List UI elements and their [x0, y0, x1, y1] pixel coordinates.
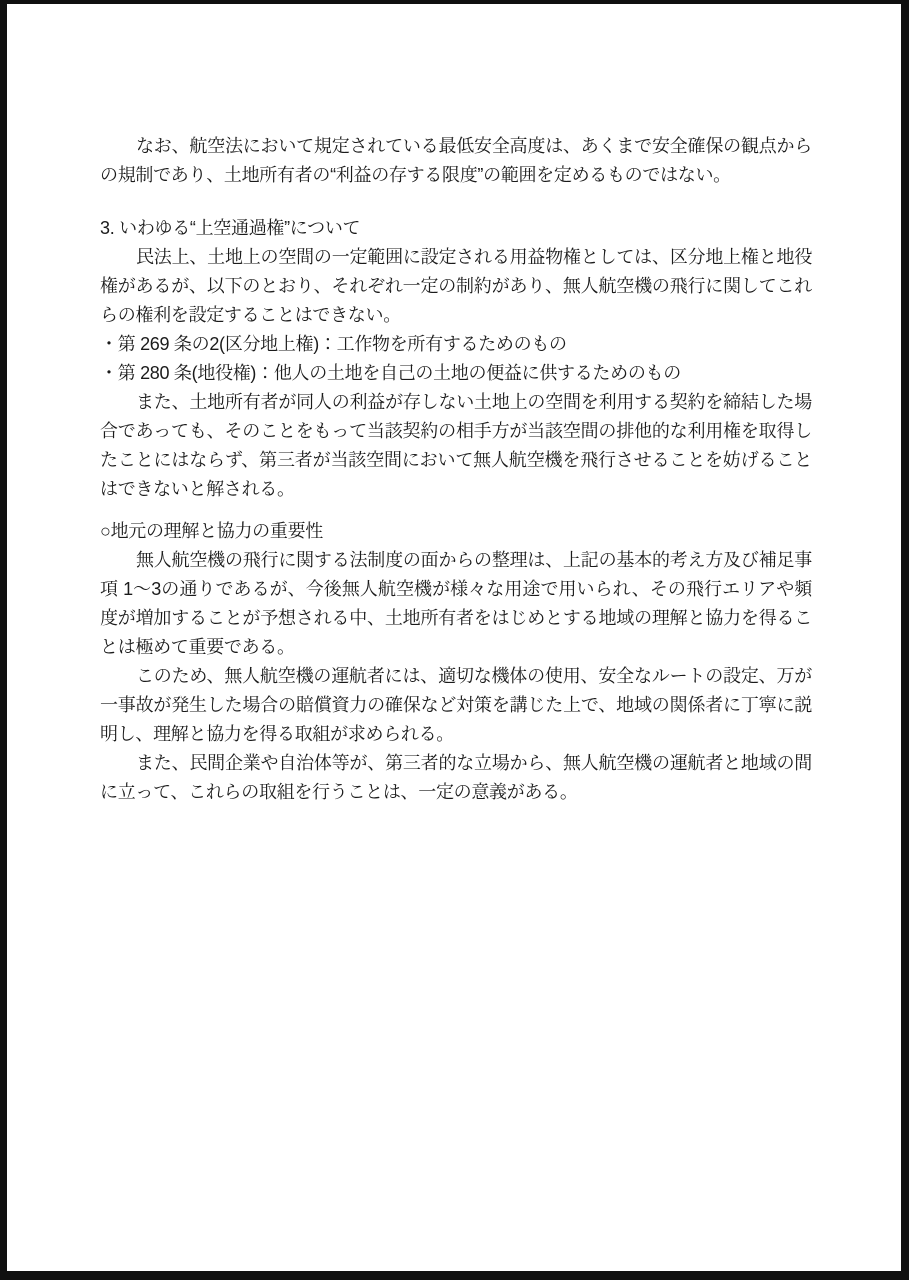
paragraph-contract-exclusive-use: また、土地所有者が同人の利益が存しない土地上の空間を利用する契約を締結した場合であっても、そのことをもって当該契約の相手方が当該空間の排他的な利用権を取得したことにはならず、第三者が当該空間において無人航空機を飛行させることを妨げることはできないと解される。 [100, 392, 812, 499]
paragraph-legal-framework-summary: 無人航空機の飛行に関する法制度の面からの整理は、上記の基本的考え方及び補足事項 1～3の通りであるが、今後無人航空機が様々な用途で用いられ、その飛行エリアや頻度が増加することが予想される中、土地所有者をはじめとする地域の理解と協力を得ることは極めて重要である。 [100, 550, 812, 657]
paragraph-civil-law-usufruct: 民法上、土地上の空間の一定範囲に設定される用益物権としては、区分地上権と地役権があるが、以下のとおり、それぞれ一定の制約があり、無人航空機の飛行に関してこれらの権利を設定することはできない。 [100, 247, 812, 325]
paragraph-operator-measures: このため、無人航空機の運航者には、適切な機体の使用、安全なルートの設定、万が一事故が発生した場合の賠償資力の確保など対策を講じた上で、地域の関係者に丁寧に説明し、理解と協力を得る取組が求められる。 [100, 666, 812, 744]
bullet-article-280: ・第 280 条(地役権)：他人の土地を自己の土地の便益に供するためのもの [100, 363, 681, 383]
section-heading-local-understanding: ○地元の理解と協力の重要性 [100, 521, 323, 541]
paragraph-minimum-safe-altitude-note: なお、航空法において規定されている最低安全高度は、あくまで安全確保の観点からの規制であり、土地所有者の“利益の存する限度”の範囲を定めるものではない。 [100, 136, 812, 185]
paragraph-third-party-mediation: また、民間企業や自治体等が、第三者的な立場から、無人航空機の運航者と地域の間に立って、これらの取組を行うことは、一定の意義がある。 [100, 753, 812, 802]
document-page [7, 4, 901, 1271]
section-heading-overflight-rights: 3. いわゆる“上空通過権”について [100, 218, 361, 238]
bullet-article-269: ・第 269 条の2(区分地上権)：工作物を所有するためのもの [100, 334, 567, 354]
document-content [100, 132, 812, 807]
